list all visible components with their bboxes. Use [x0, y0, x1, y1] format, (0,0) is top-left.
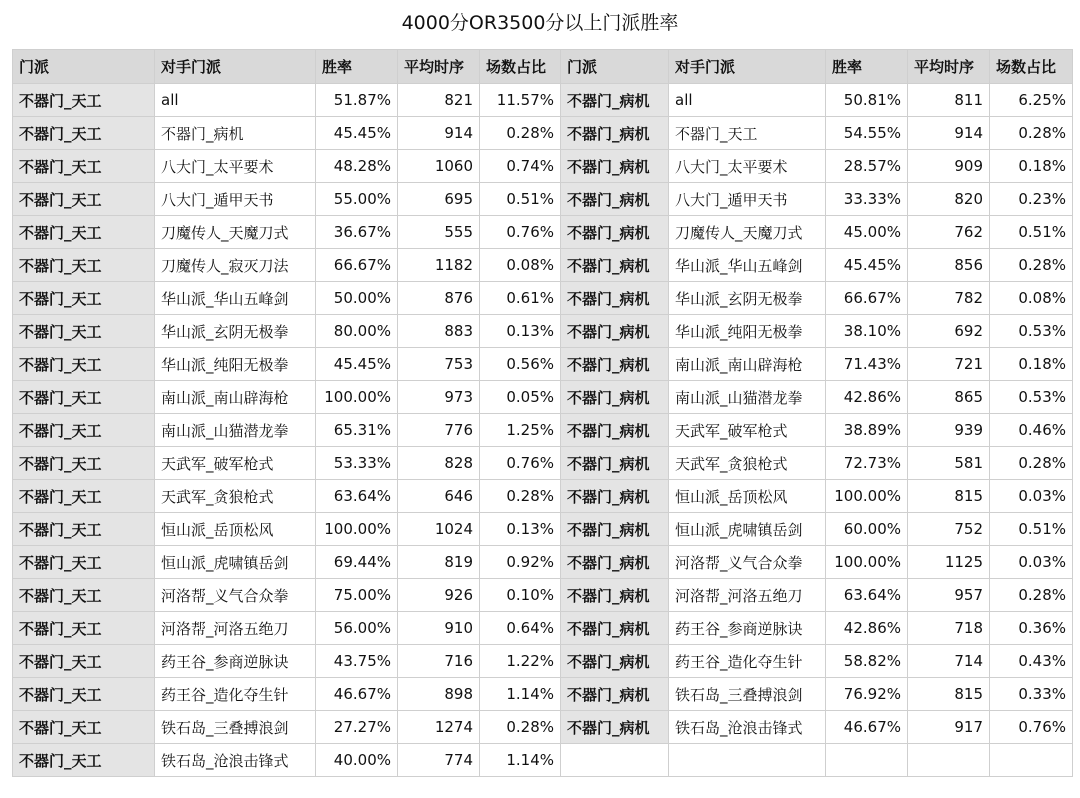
opponent-cell: 药王谷_造化夺生针 — [669, 645, 826, 678]
avg-time-cell: 718 — [908, 612, 990, 645]
win-rate-cell: 65.31% — [316, 414, 398, 447]
match-share-cell: 0.03% — [990, 480, 1073, 513]
match-share-cell: 0.56% — [480, 348, 561, 381]
header-cell: 平均时序 — [908, 50, 990, 84]
sect-cell: 不器门_天工 — [13, 249, 155, 282]
sect-cell: 不器门_天工 — [13, 414, 155, 447]
match-share-cell: 0.74% — [480, 150, 561, 183]
table-row — [13, 711, 1073, 744]
sect-cell: 不器门_天工 — [13, 711, 155, 744]
opponent-cell: 南山派_山猫潜龙拳 — [155, 414, 316, 447]
win-rate-cell: 54.55% — [826, 117, 908, 150]
opponent-cell: 华山派_纯阳无极拳 — [155, 348, 316, 381]
opponent-cell: 铁石岛_三叠搏浪剑 — [155, 711, 316, 744]
header-cell: 对手门派 — [155, 50, 316, 84]
sect-cell: 不器门_病机 — [561, 612, 669, 645]
match-share-cell: 0.13% — [480, 513, 561, 546]
match-share-cell: 1.14% — [480, 678, 561, 711]
match-share-cell: 0.13% — [480, 315, 561, 348]
opponent-cell: 华山派_玄阴无极拳 — [669, 282, 826, 315]
avg-time-cell: 939 — [908, 414, 990, 447]
win-rate-cell: 72.73% — [826, 447, 908, 480]
sect-cell: 不器门_病机 — [561, 447, 669, 480]
opponent-cell — [669, 744, 826, 777]
avg-time-cell: 973 — [398, 381, 480, 414]
win-rate-cell: 45.45% — [316, 348, 398, 381]
match-share-cell: 1.14% — [480, 744, 561, 777]
win-rate-cell: 46.67% — [826, 711, 908, 744]
match-share-cell: 0.28% — [480, 480, 561, 513]
opponent-cell: 华山派_华山五峰剑 — [669, 249, 826, 282]
avg-time-cell: 695 — [398, 183, 480, 216]
sect-cell: 不器门_天工 — [13, 546, 155, 579]
win-rate-cell — [826, 744, 908, 777]
win-rate-cell: 42.86% — [826, 381, 908, 414]
table-row — [13, 282, 1073, 315]
opponent-cell: 不器门_病机 — [155, 117, 316, 150]
opponent-cell: 不器门_天工 — [669, 117, 826, 150]
avg-time-cell: 721 — [908, 348, 990, 381]
win-rate-cell: 75.00% — [316, 579, 398, 612]
avg-time-cell: 1024 — [398, 513, 480, 546]
match-share-cell: 0.18% — [990, 348, 1073, 381]
match-share-cell: 0.53% — [990, 315, 1073, 348]
header-row — [13, 50, 1073, 84]
avg-time-cell: 1274 — [398, 711, 480, 744]
win-rate-cell: 69.44% — [316, 546, 398, 579]
win-rate-cell: 58.82% — [826, 645, 908, 678]
table-row — [13, 249, 1073, 282]
match-share-cell: 0.08% — [990, 282, 1073, 315]
opponent-cell: 南山派_南山辟海枪 — [155, 381, 316, 414]
table-row — [13, 513, 1073, 546]
sect-cell: 不器门_天工 — [13, 315, 155, 348]
sect-cell: 不器门_天工 — [13, 117, 155, 150]
match-share-cell: 0.18% — [990, 150, 1073, 183]
table-row — [13, 183, 1073, 216]
match-share-cell: 0.28% — [990, 249, 1073, 282]
header-cell: 胜率 — [316, 50, 398, 84]
opponent-cell: 华山派_纯阳无极拳 — [669, 315, 826, 348]
opponent-cell: 药王谷_参商逆脉诀 — [669, 612, 826, 645]
opponent-cell: 八大门_太平要术 — [669, 150, 826, 183]
sect-cell: 不器门_天工 — [13, 678, 155, 711]
opponent-cell: all — [155, 84, 316, 117]
table-row — [13, 678, 1073, 711]
sect-cell: 不器门_天工 — [13, 348, 155, 381]
sect-cell: 不器门_病机 — [561, 282, 669, 315]
avg-time-cell: 1125 — [908, 546, 990, 579]
opponent-cell: 刀魔传人_天魔刀式 — [669, 216, 826, 249]
opponent-cell: 南山派_山猫潜龙拳 — [669, 381, 826, 414]
match-share-cell: 6.25% — [990, 84, 1073, 117]
sect-cell: 不器门_病机 — [561, 480, 669, 513]
avg-time-cell: 753 — [398, 348, 480, 381]
table-row — [13, 84, 1073, 117]
match-share-cell: 0.51% — [990, 216, 1073, 249]
avg-time-cell: 581 — [908, 447, 990, 480]
header-cell: 对手门派 — [669, 50, 826, 84]
avg-time-cell: 776 — [398, 414, 480, 447]
win-rate-cell: 36.67% — [316, 216, 398, 249]
sect-cell: 不器门_病机 — [561, 579, 669, 612]
win-rate-cell: 50.00% — [316, 282, 398, 315]
sect-cell: 不器门_病机 — [561, 711, 669, 744]
win-rate-cell: 63.64% — [316, 480, 398, 513]
sect-cell: 不器门_天工 — [13, 282, 155, 315]
win-rate-cell: 28.57% — [826, 150, 908, 183]
match-share-cell: 11.57% — [480, 84, 561, 117]
sect-cell: 不器门_病机 — [561, 84, 669, 117]
avg-time-cell: 1060 — [398, 150, 480, 183]
match-share-cell: 0.76% — [990, 711, 1073, 744]
avg-time-cell: 646 — [398, 480, 480, 513]
opponent-cell: 铁石岛_沧浪击锋式 — [155, 744, 316, 777]
win-rate-cell: 46.67% — [316, 678, 398, 711]
match-share-cell: 0.28% — [990, 117, 1073, 150]
win-rate-cell: 48.28% — [316, 150, 398, 183]
sect-cell: 不器门_病机 — [561, 513, 669, 546]
sect-cell: 不器门_病机 — [561, 414, 669, 447]
avg-time-cell: 716 — [398, 645, 480, 678]
win-rate-cell: 42.86% — [826, 612, 908, 645]
sect-cell: 不器门_天工 — [13, 744, 155, 777]
opponent-cell: 八大门_遁甲天书 — [155, 183, 316, 216]
sect-cell: 不器门_天工 — [13, 579, 155, 612]
sect-cell: 不器门_天工 — [13, 612, 155, 645]
table-row — [13, 348, 1073, 381]
win-rate-cell: 100.00% — [826, 480, 908, 513]
win-rate-cell: 53.33% — [316, 447, 398, 480]
avg-time-cell: 910 — [398, 612, 480, 645]
table-row — [13, 612, 1073, 645]
win-rate-cell: 71.43% — [826, 348, 908, 381]
match-share-cell: 0.64% — [480, 612, 561, 645]
sect-cell: 不器门_病机 — [561, 183, 669, 216]
opponent-cell: 铁石岛_沧浪击锋式 — [669, 711, 826, 744]
opponent-cell: 恒山派_虎啸镇岳剑 — [155, 546, 316, 579]
opponent-cell: 恒山派_岳顶松风 — [669, 480, 826, 513]
opponent-cell: 药王谷_参商逆脉诀 — [155, 645, 316, 678]
win-rate-cell: 55.00% — [316, 183, 398, 216]
sect-cell: 不器门_病机 — [561, 216, 669, 249]
opponent-cell: 河洛帮_河洛五绝刀 — [155, 612, 316, 645]
match-share-cell: 0.51% — [990, 513, 1073, 546]
avg-time-cell: 909 — [908, 150, 990, 183]
header-cell: 门派 — [13, 50, 155, 84]
win-rate-cell: 38.89% — [826, 414, 908, 447]
avg-time-cell: 856 — [908, 249, 990, 282]
table-row — [13, 447, 1073, 480]
sect-cell: 不器门_病机 — [561, 678, 669, 711]
win-rate-cell: 100.00% — [316, 513, 398, 546]
opponent-cell: 药王谷_造化夺生针 — [155, 678, 316, 711]
opponent-cell: 河洛帮_河洛五绝刀 — [669, 579, 826, 612]
opponent-cell: 天武军_贪狼枪式 — [669, 447, 826, 480]
table-row — [13, 216, 1073, 249]
win-rate-cell: 80.00% — [316, 315, 398, 348]
table-row — [13, 150, 1073, 183]
opponent-cell: 八大门_遁甲天书 — [669, 183, 826, 216]
sect-cell: 不器门_病机 — [561, 117, 669, 150]
sect-cell: 不器门_病机 — [561, 315, 669, 348]
opponent-cell: all — [669, 84, 826, 117]
match-share-cell: 0.08% — [480, 249, 561, 282]
sect-cell — [561, 744, 669, 777]
win-rate-cell: 63.64% — [826, 579, 908, 612]
avg-time-cell: 752 — [908, 513, 990, 546]
table-row — [13, 480, 1073, 513]
avg-time-cell: 917 — [908, 711, 990, 744]
header-cell: 场数占比 — [480, 50, 561, 84]
avg-time-cell: 828 — [398, 447, 480, 480]
match-share-cell: 0.28% — [990, 447, 1073, 480]
sect-cell: 不器门_病机 — [561, 546, 669, 579]
opponent-cell: 天武军_贪狼枪式 — [155, 480, 316, 513]
opponent-cell: 恒山派_岳顶松风 — [155, 513, 316, 546]
match-share-cell: 0.76% — [480, 216, 561, 249]
header-cell: 场数占比 — [990, 50, 1073, 84]
match-share-cell: 0.03% — [990, 546, 1073, 579]
avg-time-cell: 914 — [398, 117, 480, 150]
table-row — [13, 414, 1073, 447]
opponent-cell: 恒山派_虎啸镇岳剑 — [669, 513, 826, 546]
table-row — [13, 381, 1073, 414]
avg-time-cell: 692 — [908, 315, 990, 348]
opponent-cell: 刀魔传人_寂灭刀法 — [155, 249, 316, 282]
sect-cell: 不器门_天工 — [13, 150, 155, 183]
table-row — [13, 546, 1073, 579]
avg-time-cell: 865 — [908, 381, 990, 414]
win-rate-cell: 60.00% — [826, 513, 908, 546]
avg-time-cell: 819 — [398, 546, 480, 579]
win-rate-cell: 38.10% — [826, 315, 908, 348]
match-share-cell: 0.61% — [480, 282, 561, 315]
win-rate-cell: 43.75% — [316, 645, 398, 678]
avg-time-cell: 914 — [908, 117, 990, 150]
match-share-cell: 0.28% — [990, 579, 1073, 612]
header-cell: 平均时序 — [398, 50, 480, 84]
match-share-cell: 0.10% — [480, 579, 561, 612]
opponent-cell: 南山派_南山辟海枪 — [669, 348, 826, 381]
sect-cell: 不器门_天工 — [13, 183, 155, 216]
win-rate-cell: 45.45% — [826, 249, 908, 282]
sect-cell: 不器门_天工 — [13, 513, 155, 546]
match-share-cell: 0.76% — [480, 447, 561, 480]
sect-cell: 不器门_天工 — [13, 480, 155, 513]
avg-time-cell: 714 — [908, 645, 990, 678]
table-row — [13, 315, 1073, 348]
sect-cell: 不器门_天工 — [13, 447, 155, 480]
opponent-cell: 河洛帮_义气合众拳 — [669, 546, 826, 579]
avg-time-cell: 811 — [908, 84, 990, 117]
match-share-cell: 0.05% — [480, 381, 561, 414]
avg-time-cell: 926 — [398, 579, 480, 612]
opponent-cell: 天武军_破军枪式 — [155, 447, 316, 480]
match-share-cell — [990, 744, 1073, 777]
avg-time-cell: 957 — [908, 579, 990, 612]
header-cell: 门派 — [561, 50, 669, 84]
win-rate-cell: 45.45% — [316, 117, 398, 150]
match-share-cell: 1.25% — [480, 414, 561, 447]
avg-time-cell: 821 — [398, 84, 480, 117]
sect-cell: 不器门_病机 — [561, 249, 669, 282]
match-share-cell: 0.33% — [990, 678, 1073, 711]
win-rate-cell: 100.00% — [826, 546, 908, 579]
win-rate-cell: 66.67% — [826, 282, 908, 315]
win-rate-cell: 45.00% — [826, 216, 908, 249]
match-share-cell: 0.46% — [990, 414, 1073, 447]
sect-cell: 不器门_病机 — [561, 645, 669, 678]
match-share-cell: 0.28% — [480, 117, 561, 150]
win-rate-cell: 100.00% — [316, 381, 398, 414]
match-share-cell: 0.51% — [480, 183, 561, 216]
win-rate-cell: 56.00% — [316, 612, 398, 645]
opponent-cell: 天武军_破军枪式 — [669, 414, 826, 447]
sect-cell: 不器门_病机 — [561, 150, 669, 183]
avg-time-cell: 555 — [398, 216, 480, 249]
opponent-cell: 河洛帮_义气合众拳 — [155, 579, 316, 612]
avg-time-cell: 815 — [908, 678, 990, 711]
opponent-cell: 华山派_华山五峰剑 — [155, 282, 316, 315]
table-row — [13, 117, 1073, 150]
win-rate-cell: 27.27% — [316, 711, 398, 744]
avg-time-cell: 820 — [908, 183, 990, 216]
table-row — [13, 744, 1073, 777]
table-row — [13, 579, 1073, 612]
avg-time-cell: 782 — [908, 282, 990, 315]
avg-time-cell: 815 — [908, 480, 990, 513]
opponent-cell: 刀魔传人_天魔刀式 — [155, 216, 316, 249]
avg-time-cell: 876 — [398, 282, 480, 315]
avg-time-cell: 774 — [398, 744, 480, 777]
match-share-cell: 0.28% — [480, 711, 561, 744]
match-share-cell: 0.53% — [990, 381, 1073, 414]
match-share-cell: 0.92% — [480, 546, 561, 579]
header-cell: 胜率 — [826, 50, 908, 84]
win-rate-cell: 76.92% — [826, 678, 908, 711]
win-rate-cell: 51.87% — [316, 84, 398, 117]
avg-time-cell — [908, 744, 990, 777]
sect-cell: 不器门_天工 — [13, 645, 155, 678]
match-share-cell: 0.43% — [990, 645, 1073, 678]
match-share-cell: 0.36% — [990, 612, 1073, 645]
match-share-cell: 0.23% — [990, 183, 1073, 216]
sect-cell: 不器门_天工 — [13, 216, 155, 249]
table-title: 4000分OR3500分以上门派胜率 — [401, 12, 679, 34]
sect-cell: 不器门_病机 — [561, 381, 669, 414]
sect-cell: 不器门_天工 — [13, 381, 155, 414]
opponent-cell: 华山派_玄阴无极拳 — [155, 315, 316, 348]
win-rate-cell: 40.00% — [316, 744, 398, 777]
opponent-cell: 铁石岛_三叠搏浪剑 — [669, 678, 826, 711]
avg-time-cell: 898 — [398, 678, 480, 711]
sect-cell: 不器门_天工 — [13, 84, 155, 117]
sect-cell: 不器门_病机 — [561, 348, 669, 381]
win-rate-cell: 66.67% — [316, 249, 398, 282]
avg-time-cell: 762 — [908, 216, 990, 249]
avg-time-cell: 883 — [398, 315, 480, 348]
opponent-cell: 八大门_太平要术 — [155, 150, 316, 183]
win-rate-table — [12, 49, 1073, 777]
win-rate-cell: 33.33% — [826, 183, 908, 216]
table-row — [13, 645, 1073, 678]
win-rate-cell: 50.81% — [826, 84, 908, 117]
avg-time-cell: 1182 — [398, 249, 480, 282]
match-share-cell: 1.22% — [480, 645, 561, 678]
